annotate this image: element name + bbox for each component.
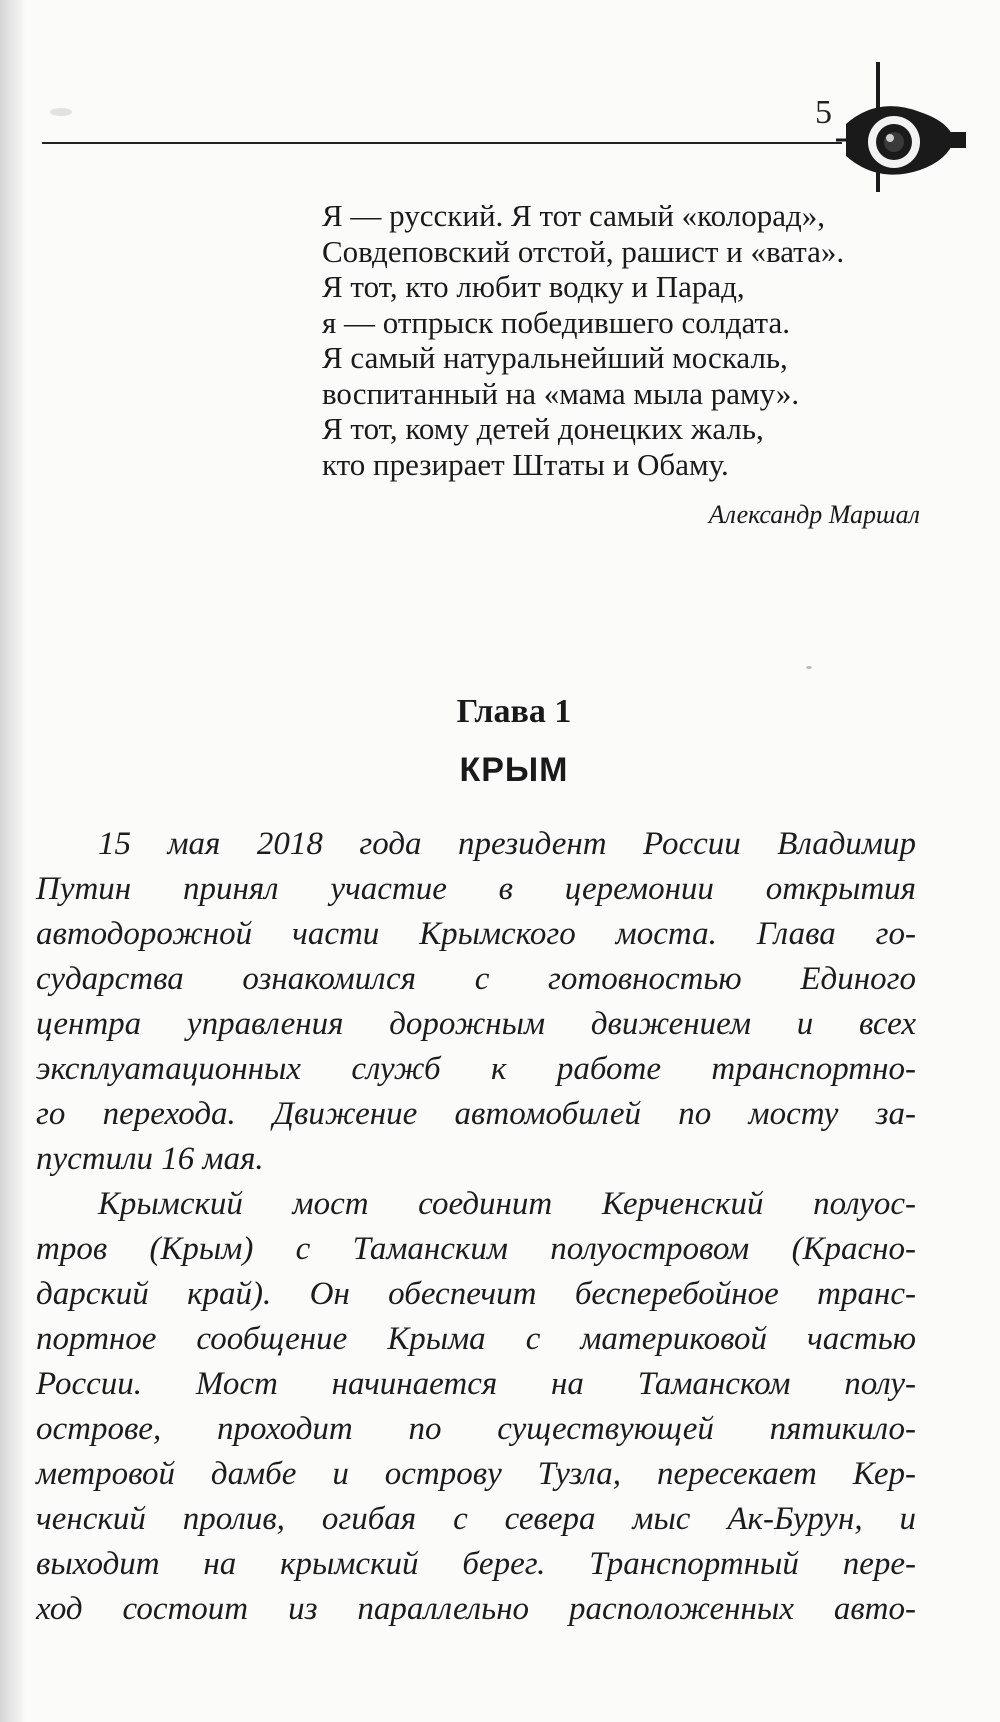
paragraph-2 (36, 1182, 916, 1632)
text-line: сударства ознакомился с готовностью Единого (36, 961, 916, 997)
print-speck (50, 108, 72, 116)
text-line: России. Мост начинается на Таманском полу- (36, 1366, 916, 1402)
chapter-body (36, 822, 916, 1632)
text-line: 15 мая 2018 года президент России Владимир (98, 826, 916, 862)
header-rule (42, 142, 842, 144)
text-line: Путин принял участие в церемонии открытия (36, 871, 916, 907)
paragraph-1 (36, 822, 916, 1182)
page-number: 5 (815, 94, 832, 131)
epigraph-author: Александр Маршал (708, 500, 920, 529)
text-line: Крымский мост соединит Керченский полуос- (98, 1186, 916, 1222)
text-line: дарский край). Он обеспечит бесперебойное транс- (36, 1276, 916, 1312)
text-line: метровой дамбе и острову Тузла, пересекает Кер- (36, 1456, 916, 1492)
epigraph-line: Я тот, кому детей донецких жаль, (322, 411, 764, 446)
chapter-number: Глава 1 (456, 693, 572, 730)
text-line: острове, проходит по существующей пятикило- (36, 1411, 916, 1447)
print-speck (806, 666, 812, 669)
epigraph-poem (322, 198, 942, 482)
text-line: пустили 16 мая. (36, 1141, 264, 1177)
text-line: ход состоит из параллельно расположенных авто- (36, 1591, 916, 1627)
text-line: тров (Крым) с Таманским полуостровом (Красно- (36, 1231, 916, 1267)
epigraph-line: я — отпрыск победившего солдата. (322, 304, 790, 340)
binding-shadow (0, 0, 26, 1722)
text-line: портное сообщение Крыма с материковой частью (36, 1321, 916, 1357)
epigraph-line: кто презирает Штаты и Обаму. (322, 446, 729, 482)
text-line: выходит на крымский берег. Транспортный пере- (36, 1546, 916, 1582)
epigraph-line: Совдеповский отстой, рашист и «вата». (322, 233, 845, 269)
text-line: эксплуатационных служб к работе транспортно- (36, 1051, 916, 1087)
epigraph-line: воспитанный на «мама мыла раму». (322, 375, 800, 411)
epigraph-line: Я — русский. Я тот самый «колорад», (322, 198, 825, 233)
epigraph-line: Я самый натуральнейший москаль, (322, 340, 788, 375)
chapter-title: КРЫМ (459, 751, 569, 789)
text-line: го перехода. Движение автомобилей по мосту за- (36, 1096, 916, 1132)
text-line: центра управления дорожным движением и всех (36, 1006, 916, 1042)
text-line: автодорожной части Крымского моста. Глава го- (36, 916, 916, 952)
text-line: ченский пролив, огибая с севера мыс Ак-Бурун, и (36, 1501, 916, 1537)
target-ornament-icon (836, 62, 966, 192)
epigraph-line: Я тот, кто любит водку и Парад, (322, 269, 745, 304)
